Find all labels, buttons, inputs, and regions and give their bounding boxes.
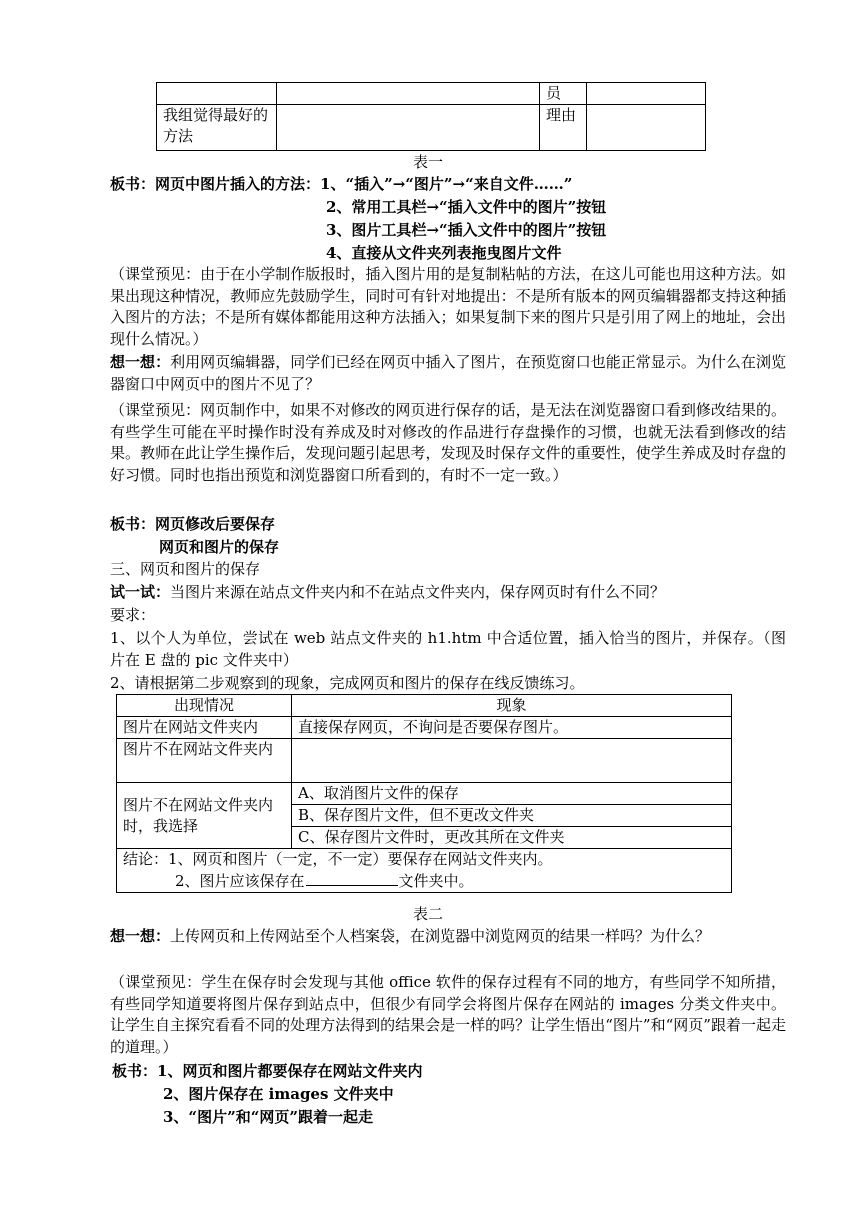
board-line: 网页修改后要保存	[155, 515, 276, 533]
try-label: 试一试：	[110, 583, 171, 601]
board-note-2	[110, 514, 275, 534]
think-label: 想一想：	[110, 353, 171, 371]
table1-cell-reason: 理由	[540, 105, 587, 151]
board-line: 网页中图片插入的方法：1、“插入”→“图片”→“来自文件……”	[155, 175, 573, 193]
table2-header: 现象	[292, 695, 732, 717]
conclusion-line-2	[123, 870, 725, 892]
option-b: B、保存图片文件，但不更改文件夹	[292, 805, 732, 827]
board-line: 3、“图片”和“网页”跟着一起走	[163, 1108, 373, 1126]
observation-table	[116, 694, 732, 893]
requirement-1: 1、以个人为单位，尝试在 web 站点文件夹的 h1.htm 中合适位置，插入恰当的图片，并保存。（图片在 E 盘的 pic 文件夹中）	[110, 629, 786, 669]
board-line: 1、网页和图片都要保存在网站文件夹内	[157, 1062, 423, 1080]
board-line: 网页和图片的保存	[159, 538, 280, 556]
option-a: A、取消图片文件的保存	[292, 783, 732, 805]
board-note-3	[112, 1061, 422, 1081]
table2-cell: 图片在网站文件夹内	[117, 717, 292, 739]
conclusion-line-1: 结论：1、网页和图片（一定，不一定）要保存在网站文件夹内。	[123, 850, 553, 868]
board-label: 板书：	[110, 515, 156, 533]
option-c: C、保存图片文件时，更改其所在文件夹	[292, 827, 732, 849]
requirements-label: 要求：	[110, 606, 156, 624]
board-note-1	[110, 174, 572, 194]
table1-cell	[587, 83, 706, 105]
board-line: 2、常用工具栏→“插入文件中的图片”按钮	[326, 198, 607, 216]
conclusion-text: 文件夹中。	[398, 872, 474, 890]
think-text: 利用网页编辑器，同学们已经在网页中插入了图片，在预览窗口也能正常显示。为什么在浏览器窗口中网页中的图片不见了？	[110, 353, 786, 393]
classroom-preview-2: （课堂预见：网页制作中，如果不对修改的网页进行保存的话，是无法在浏览器窗口看到修改结果的。有些学生可能在平时操作时没有养成及时对修改的作品进行存盘操作的习惯，也就无法看到修改的结果。教师在此让学生操作后，发现问题引起思考，发现及时保存文件的重要性，使学生养成及时存盘的好习惯。同时也指出预览和浏览器窗口所看到的，有时不一定一致。）	[110, 401, 786, 484]
think-text: 上传网页和上传网站至个人档案袋，在浏览器中浏览网页的结果一样吗？为什么？	[170, 927, 711, 945]
table1-cell	[587, 105, 706, 151]
requirement-2: 2、请根据第二步观察到的现象，完成网页和图片的保存在线反馈练习。	[110, 674, 585, 692]
table1-caption: 表一	[413, 153, 444, 171]
table2-cell: 图片不在网站文件夹内	[117, 739, 292, 783]
try-prompt	[110, 582, 665, 602]
table2-header: 出现情况	[117, 695, 292, 717]
conclusion-text: 2、图片应该保存在	[175, 872, 305, 890]
table2-cell: 直接保存网页，不询问是否要保存图片。	[292, 717, 732, 739]
table1-cell-member: 员	[540, 83, 587, 105]
table2-cell-empty	[292, 739, 732, 783]
table2-cell: 图片不在网站文件夹内时，我选择	[117, 783, 292, 849]
board-label: 板书：	[112, 1062, 158, 1080]
think-prompt-2	[110, 926, 786, 948]
section-heading: 三、网页和图片的保存	[110, 560, 261, 578]
table1-cell	[157, 83, 277, 105]
classroom-preview-1: （课堂预见：由于在小学制作版报时，插入图片用的是复制粘帖的方法，在这儿可能也用这种方法。如果出现这种情况，教师应先鼓励学生，同时可有针对地提出：不是所有版本的网页编辑器都支持这种插入图片的方法；不是所有媒体都能用这种方法插入；如果复制下来的图片只是引用了网上的地址，会出现什么情况。）	[110, 265, 786, 348]
table2-conclusion	[117, 849, 732, 893]
board-line: 4、直接从文件夹列表拖曳图片文件	[326, 244, 562, 262]
board-line: 3、图片工具栏→“插入文件中的图片”按钮	[326, 221, 607, 239]
method-table	[156, 82, 706, 151]
table1-cell	[277, 83, 540, 105]
fill-blank	[306, 870, 398, 886]
classroom-preview-3: （课堂预见：学生在保存时会发现与其他 office 软件的保存过程有不同的地方，有些同学不知所措，有些同学知道要将图片保存到站点中，但很少有同学会将图片保存在网站的 images 分类文件夹中。让学生自主探究看看不同的处理方法得到的结果会是一样的吗？让学生悟出“图片”和“网页”跟着一起走的道理。）	[110, 973, 786, 1056]
board-line: 2、图片保存在 images 文件夹中	[163, 1085, 394, 1103]
try-text: 当图片来源在站点文件夹内和不在站点文件夹内，保存网页时有什么不同？	[170, 583, 666, 601]
table1-cell-best-method: 我组觉得最好的方法	[157, 105, 277, 151]
think-label: 想一想：	[110, 927, 171, 945]
think-prompt-1	[110, 352, 786, 395]
table1-cell	[277, 105, 540, 151]
board-label: 板书：	[110, 175, 156, 193]
table2-caption: 表二	[413, 905, 444, 923]
